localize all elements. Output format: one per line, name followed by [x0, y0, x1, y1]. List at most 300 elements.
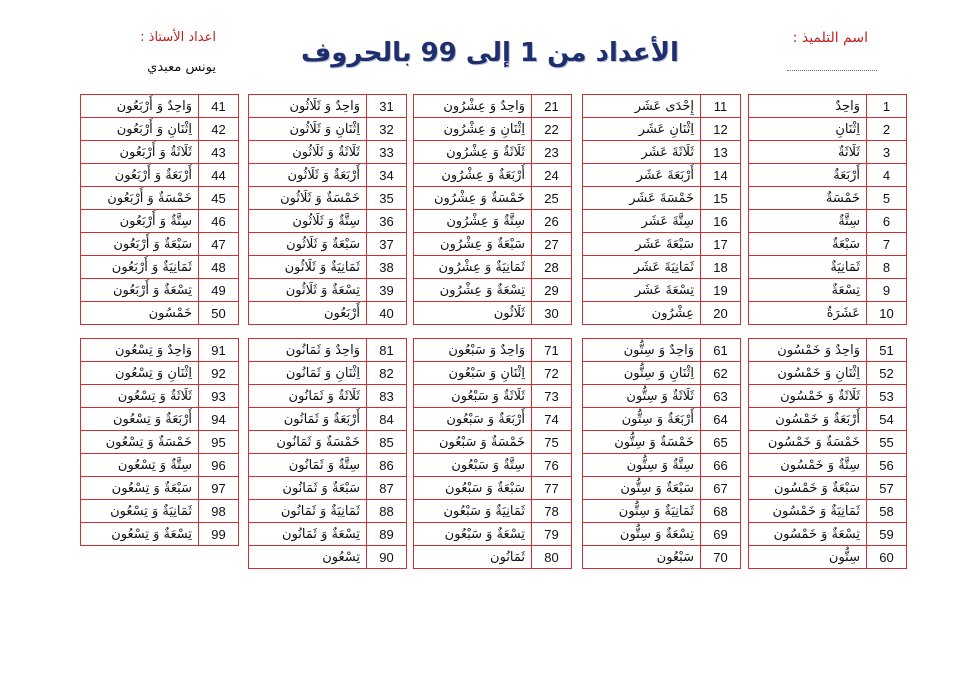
table-row: [249, 256, 407, 279]
number-digit: 22: [532, 118, 572, 141]
number-word: سَبْعَةٌ وَ خَمْسُون: [749, 477, 867, 500]
table-row: [414, 408, 572, 431]
number-digit: 11: [701, 95, 741, 118]
number-word: سَبْعَةٌ وَ ثَمَانُون: [249, 477, 367, 500]
number-digit: 4: [867, 164, 907, 187]
number-digit: 61: [701, 339, 741, 362]
number-digit: 86: [367, 454, 407, 477]
number-digit: 34: [367, 164, 407, 187]
number-word: اِثْنَانِ وَ تِسْعُون: [81, 362, 199, 385]
number-word: ثَمَانُون: [414, 546, 532, 569]
number-digit: 23: [532, 141, 572, 164]
number-digit: 1: [867, 95, 907, 118]
table-row: [583, 256, 741, 279]
number-word: اِثْنَانِ وَ أَرْبَعُون: [81, 118, 199, 141]
number-word: أَرْبَعَةَ عَشَر: [583, 164, 701, 187]
number-word: عَشَرَةٌ: [749, 302, 867, 325]
number-word: تِسْعَةٌ وَ سِتُّون: [583, 523, 701, 546]
table-row: [583, 523, 741, 546]
table-row: [749, 95, 907, 118]
table-row: [249, 408, 407, 431]
student-name-label: اسم التلميذ :: [792, 30, 868, 46]
number-digit: 26: [532, 210, 572, 233]
number-word: اِثْنَانِ وَ ثَمَانُون: [249, 362, 367, 385]
number-word: تِسْعَةَ عَشَر: [583, 279, 701, 302]
table-row: [414, 385, 572, 408]
table-row: [749, 233, 907, 256]
table-row: [414, 477, 572, 500]
number-digit: 19: [701, 279, 741, 302]
number-digit: 31: [367, 95, 407, 118]
number-digit: 55: [867, 431, 907, 454]
table-row: [414, 546, 572, 569]
number-digit: 95: [199, 431, 239, 454]
number-digit: 65: [701, 431, 741, 454]
number-word: سِتَّةَ عَشَر: [583, 210, 701, 233]
number-word: سَبْعَةَ عَشَر: [583, 233, 701, 256]
number-digit: 91: [199, 339, 239, 362]
table-row: [249, 523, 407, 546]
numbers-table-9: [248, 338, 407, 569]
number-word: تِسْعَةٌ وَ ثَلَاثُون: [249, 279, 367, 302]
number-word: تِسْعَةٌ وَ خَمْسُون: [749, 523, 867, 546]
table-row: [583, 546, 741, 569]
numbers-table-10: [80, 338, 239, 546]
number-digit: 85: [367, 431, 407, 454]
number-digit: 49: [199, 279, 239, 302]
table-row: [414, 256, 572, 279]
number-word: سِتُّون: [749, 546, 867, 569]
number-digit: 30: [532, 302, 572, 325]
number-word: سَبْعُون: [583, 546, 701, 569]
number-word: سِتَّةٌ وَ ثَلَاثُون: [249, 210, 367, 233]
table-row: [81, 164, 239, 187]
number-digit: 43: [199, 141, 239, 164]
number-word: سَبْعَةٌ: [749, 233, 867, 256]
number-digit: 6: [867, 210, 907, 233]
table-row: [583, 477, 741, 500]
table-row: [81, 339, 239, 362]
number-word: سَبْعَةٌ وَ ثَلَاثُون: [249, 233, 367, 256]
number-digit: 68: [701, 500, 741, 523]
table-row: [749, 385, 907, 408]
number-word: وَاحِدٌ وَ عِشْرُون: [414, 95, 532, 118]
number-word: اِثْنَانِ: [749, 118, 867, 141]
table-row: [583, 187, 741, 210]
number-word: ثَمَانِيَةٌ وَ ثَمَانُون: [249, 500, 367, 523]
number-digit: 93: [199, 385, 239, 408]
number-digit: 28: [532, 256, 572, 279]
table-row: [583, 339, 741, 362]
number-word: ثَمَانِيَةٌ وَ تِسْعُون: [81, 500, 199, 523]
number-word: أَرْبَعَةٌ وَ ثَلَاثُون: [249, 164, 367, 187]
number-word: ثَمَانِيَةٌ: [749, 256, 867, 279]
numbers-table-6: [748, 338, 907, 569]
number-word: تِسْعَةٌ وَ سَبْعُون: [414, 523, 532, 546]
table-row: [749, 118, 907, 141]
number-word: ثَلَاثَةٌ وَ عِشْرُون: [414, 141, 532, 164]
number-digit: 33: [367, 141, 407, 164]
number-word: سِتَّةٌ وَ أَرْبَعُون: [81, 210, 199, 233]
number-digit: 87: [367, 477, 407, 500]
number-word: سِتَّةٌ وَ ثَمَانُون: [249, 454, 367, 477]
table-row: [749, 164, 907, 187]
number-word: خَمْسَةٌ وَ أَرْبَعُون: [81, 187, 199, 210]
table-row: [249, 500, 407, 523]
table-row: [81, 279, 239, 302]
table-row: [81, 431, 239, 454]
number-word: تِسْعَةٌ وَ عِشْرُون: [414, 279, 532, 302]
number-word: ثَلَاثَةٌ: [749, 141, 867, 164]
table-row: [81, 256, 239, 279]
table-row: [583, 95, 741, 118]
table-row: [414, 187, 572, 210]
number-digit: 66: [701, 454, 741, 477]
number-digit: 96: [199, 454, 239, 477]
number-word: سِتَّةٌ: [749, 210, 867, 233]
number-word: ثَلَاثَةٌ وَ تِسْعُون: [81, 385, 199, 408]
table-row: [583, 431, 741, 454]
table-row: [414, 233, 572, 256]
table-row: [81, 210, 239, 233]
number-digit: 99: [199, 523, 239, 546]
table-row: [81, 187, 239, 210]
number-word: عِشْرُون: [583, 302, 701, 325]
number-digit: 41: [199, 95, 239, 118]
number-word: سِتَّةٌ وَ تِسْعُون: [81, 454, 199, 477]
number-digit: 5: [867, 187, 907, 210]
number-word: سَبْعَةٌ وَ سِتُّون: [583, 477, 701, 500]
table-row: [414, 302, 572, 325]
number-digit: 58: [867, 500, 907, 523]
table-row: [81, 118, 239, 141]
student-name-line[interactable]: [787, 70, 877, 71]
number-digit: 20: [701, 302, 741, 325]
numbers-table-4: [248, 94, 407, 325]
number-digit: 63: [701, 385, 741, 408]
number-word: وَاحِدٌ وَ أَرْبَعُون: [81, 95, 199, 118]
number-digit: 39: [367, 279, 407, 302]
table-row: [414, 500, 572, 523]
number-digit: 27: [532, 233, 572, 256]
table-row: [81, 500, 239, 523]
table-row: [414, 164, 572, 187]
number-word: وَاحِدٌ وَ ثَلَاثُون: [249, 95, 367, 118]
number-word: وَاحِدٌ وَ تِسْعُون: [81, 339, 199, 362]
table-row: [583, 233, 741, 256]
table-row: [81, 477, 239, 500]
number-word: ثَلَاثَةٌ وَ أَرْبَعُون: [81, 141, 199, 164]
number-word: خَمْسَةٌ: [749, 187, 867, 210]
numbers-table-7: [582, 338, 741, 569]
number-word: ثَمَانِيَةٌ وَ ثَلَاثُون: [249, 256, 367, 279]
number-digit: 51: [867, 339, 907, 362]
table-row: [249, 385, 407, 408]
number-word: سِتَّةٌ وَ عِشْرُون: [414, 210, 532, 233]
number-digit: 71: [532, 339, 572, 362]
number-word: تِسْعُون: [249, 546, 367, 569]
number-digit: 54: [867, 408, 907, 431]
number-digit: 38: [367, 256, 407, 279]
number-word: ثَمَانِيَةٌ وَ خَمْسُون: [749, 500, 867, 523]
number-word: أَرْبَعَةٌ وَ سِتُّون: [583, 408, 701, 431]
teacher-name: يونس معبدي: [147, 60, 216, 75]
number-digit: 25: [532, 187, 572, 210]
number-digit: 77: [532, 477, 572, 500]
number-digit: 17: [701, 233, 741, 256]
number-word: اِثْنَانِ وَ سِتُّون: [583, 362, 701, 385]
table-row: [249, 431, 407, 454]
number-word: أَرْبَعُون: [249, 302, 367, 325]
number-word: ثَلَاثَةٌ وَ ثَلَاثُون: [249, 141, 367, 164]
number-word: أَرْبَعَةٌ: [749, 164, 867, 187]
number-digit: 32: [367, 118, 407, 141]
table-row: [583, 279, 741, 302]
number-digit: 21: [532, 95, 572, 118]
table-row: [414, 454, 572, 477]
number-word: أَرْبَعَةٌ وَ أَرْبَعُون: [81, 164, 199, 187]
number-word: تِسْعَةٌ: [749, 279, 867, 302]
number-digit: 80: [532, 546, 572, 569]
number-digit: 40: [367, 302, 407, 325]
number-digit: 64: [701, 408, 741, 431]
number-digit: 53: [867, 385, 907, 408]
number-word: خَمْسَةٌ وَ سِتُّون: [583, 431, 701, 454]
table-row: [749, 454, 907, 477]
table-row: [81, 362, 239, 385]
table-row: [414, 95, 572, 118]
table-row: [81, 408, 239, 431]
number-digit: 24: [532, 164, 572, 187]
number-word: تِسْعَةٌ وَ أَرْبَعُون: [81, 279, 199, 302]
number-word: اِثْنَانِ وَ سَبْعُون: [414, 362, 532, 385]
table-row: [81, 454, 239, 477]
number-word: سِتَّةٌ وَ سَبْعُون: [414, 454, 532, 477]
number-word: ثَلَاثَةٌ وَ خَمْسُون: [749, 385, 867, 408]
table-row: [249, 118, 407, 141]
number-digit: 3: [867, 141, 907, 164]
number-digit: 50: [199, 302, 239, 325]
number-word: خَمْسَةَ عَشَر: [583, 187, 701, 210]
number-word: ثَمَانِيَةَ عَشَر: [583, 256, 701, 279]
number-digit: 44: [199, 164, 239, 187]
table-row: [583, 210, 741, 233]
teacher-label: اعداد الأستاذ :: [140, 30, 216, 45]
number-digit: 70: [701, 546, 741, 569]
table-row: [583, 454, 741, 477]
number-word: خَمْسَةٌ وَ ثَلَاثُون: [249, 187, 367, 210]
table-row: [81, 523, 239, 546]
number-digit: 60: [867, 546, 907, 569]
number-word: خَمْسَةٌ وَ عِشْرُون: [414, 187, 532, 210]
number-word: تِسْعَةٌ وَ ثَمَانُون: [249, 523, 367, 546]
table-row: [749, 279, 907, 302]
table-row: [249, 546, 407, 569]
number-digit: 57: [867, 477, 907, 500]
table-row: [749, 500, 907, 523]
number-word: ثَلَاثَةٌ وَ سِتُّون: [583, 385, 701, 408]
number-digit: 52: [867, 362, 907, 385]
table-row: [583, 118, 741, 141]
table-row: [749, 141, 907, 164]
number-word: ثَمَانِيَةٌ وَ عِشْرُون: [414, 256, 532, 279]
table-row: [249, 454, 407, 477]
number-word: خَمْسَةٌ وَ خَمْسُون: [749, 431, 867, 454]
number-word: ثَلَاثَةَ عَشَر: [583, 141, 701, 164]
number-word: اِثْنَانِ وَ ثَلَاثُون: [249, 118, 367, 141]
number-digit: 8: [867, 256, 907, 279]
table-row: [583, 385, 741, 408]
number-digit: 73: [532, 385, 572, 408]
table-row: [414, 118, 572, 141]
table-row: [249, 302, 407, 325]
number-digit: 42: [199, 118, 239, 141]
table-row: [414, 431, 572, 454]
table-row: [749, 210, 907, 233]
table-row: [749, 408, 907, 431]
number-word: أَرْبَعَةٌ وَ ثَمَانُون: [249, 408, 367, 431]
number-word: اِثْنَانِ وَ عِشْرُون: [414, 118, 532, 141]
number-digit: 48: [199, 256, 239, 279]
number-digit: 16: [701, 210, 741, 233]
number-digit: 9: [867, 279, 907, 302]
number-digit: 97: [199, 477, 239, 500]
table-row: [81, 385, 239, 408]
table-row: [81, 95, 239, 118]
number-word: ثَمَانِيَةٌ وَ سَبْعُون: [414, 500, 532, 523]
table-row: [749, 523, 907, 546]
number-digit: 72: [532, 362, 572, 385]
number-word: خَمْسُون: [81, 302, 199, 325]
number-digit: 13: [701, 141, 741, 164]
number-digit: 92: [199, 362, 239, 385]
number-word: سَبْعَةٌ وَ تِسْعُون: [81, 477, 199, 500]
table-row: [749, 187, 907, 210]
number-word: إِحْدَى عَشَر: [583, 95, 701, 118]
number-digit: 35: [367, 187, 407, 210]
numbers-table-2: [582, 94, 741, 325]
number-digit: 2: [867, 118, 907, 141]
number-digit: 76: [532, 454, 572, 477]
number-word: اِثْنَانِ عَشَر: [583, 118, 701, 141]
table-row: [583, 164, 741, 187]
table-row: [749, 431, 907, 454]
number-word: سَبْعَةٌ وَ أَرْبَعُون: [81, 233, 199, 256]
table-row: [749, 339, 907, 362]
table-row: [749, 546, 907, 569]
number-digit: 82: [367, 362, 407, 385]
table-row: [583, 302, 741, 325]
number-digit: 29: [532, 279, 572, 302]
table-row: [414, 339, 572, 362]
numbers-table-3: [413, 94, 572, 325]
number-word: سِتَّةٌ وَ خَمْسُون: [749, 454, 867, 477]
number-digit: 15: [701, 187, 741, 210]
table-row: [749, 477, 907, 500]
number-word: وَاحِدٌ وَ ثَمَانُون: [249, 339, 367, 362]
table-row: [414, 362, 572, 385]
number-digit: 83: [367, 385, 407, 408]
table-row: [249, 187, 407, 210]
number-digit: 46: [199, 210, 239, 233]
number-digit: 88: [367, 500, 407, 523]
number-digit: 12: [701, 118, 741, 141]
number-word: أَرْبَعَةٌ وَ عِشْرُون: [414, 164, 532, 187]
number-digit: 10: [867, 302, 907, 325]
number-digit: 47: [199, 233, 239, 256]
page-title: الأعداد من 1 إلى 99 بالحروف: [301, 38, 679, 68]
number-digit: 98: [199, 500, 239, 523]
table-row: [249, 362, 407, 385]
number-word: أَرْبَعَةٌ وَ تِسْعُون: [81, 408, 199, 431]
table-row: [414, 141, 572, 164]
number-digit: 56: [867, 454, 907, 477]
number-digit: 89: [367, 523, 407, 546]
table-row: [249, 279, 407, 302]
number-digit: 75: [532, 431, 572, 454]
table-row: [749, 256, 907, 279]
table-row: [81, 302, 239, 325]
number-word: سِتَّةٌ وَ سِتُّون: [583, 454, 701, 477]
number-word: سَبْعَةٌ وَ عِشْرُون: [414, 233, 532, 256]
number-digit: 69: [701, 523, 741, 546]
number-word: أَرْبَعَةٌ وَ خَمْسُون: [749, 408, 867, 431]
number-digit: 37: [367, 233, 407, 256]
number-digit: 7: [867, 233, 907, 256]
table-row: [81, 141, 239, 164]
number-digit: 90: [367, 546, 407, 569]
number-digit: 62: [701, 362, 741, 385]
number-word: ثَلَاثَةٌ وَ ثَمَانُون: [249, 385, 367, 408]
number-digit: 59: [867, 523, 907, 546]
numbers-table-1: [748, 94, 907, 325]
table-row: [249, 210, 407, 233]
number-digit: 81: [367, 339, 407, 362]
table-row: [249, 339, 407, 362]
number-digit: 18: [701, 256, 741, 279]
number-word: خَمْسَةٌ وَ سَبْعُون: [414, 431, 532, 454]
number-digit: 84: [367, 408, 407, 431]
table-row: [249, 233, 407, 256]
table-row: [583, 408, 741, 431]
table-row: [583, 141, 741, 164]
number-digit: 79: [532, 523, 572, 546]
number-word: أَرْبَعَةٌ وَ سَبْعُون: [414, 408, 532, 431]
table-row: [249, 164, 407, 187]
number-digit: 67: [701, 477, 741, 500]
table-row: [414, 210, 572, 233]
number-word: وَاحِدٌ وَ خَمْسُون: [749, 339, 867, 362]
table-row: [249, 95, 407, 118]
table-row: [749, 302, 907, 325]
numbers-table-8: [413, 338, 572, 569]
number-digit: 94: [199, 408, 239, 431]
number-word: سَبْعَةٌ وَ سَبْعُون: [414, 477, 532, 500]
table-row: [249, 141, 407, 164]
number-digit: 14: [701, 164, 741, 187]
number-word: ثَلَاثُون: [414, 302, 532, 325]
number-word: ثَمَانِيَةٌ وَ أَرْبَعُون: [81, 256, 199, 279]
number-word: وَاحِدٌ: [749, 95, 867, 118]
number-digit: 45: [199, 187, 239, 210]
number-word: خَمْسَةٌ وَ ثَمَانُون: [249, 431, 367, 454]
number-word: اِثْنَانِ وَ خَمْسُون: [749, 362, 867, 385]
number-word: تِسْعَةٌ وَ تِسْعُون: [81, 523, 199, 546]
number-word: خَمْسَةٌ وَ تِسْعُون: [81, 431, 199, 454]
number-word: وَاحِدٌ وَ سَبْعُون: [414, 339, 532, 362]
number-digit: 36: [367, 210, 407, 233]
number-digit: 78: [532, 500, 572, 523]
